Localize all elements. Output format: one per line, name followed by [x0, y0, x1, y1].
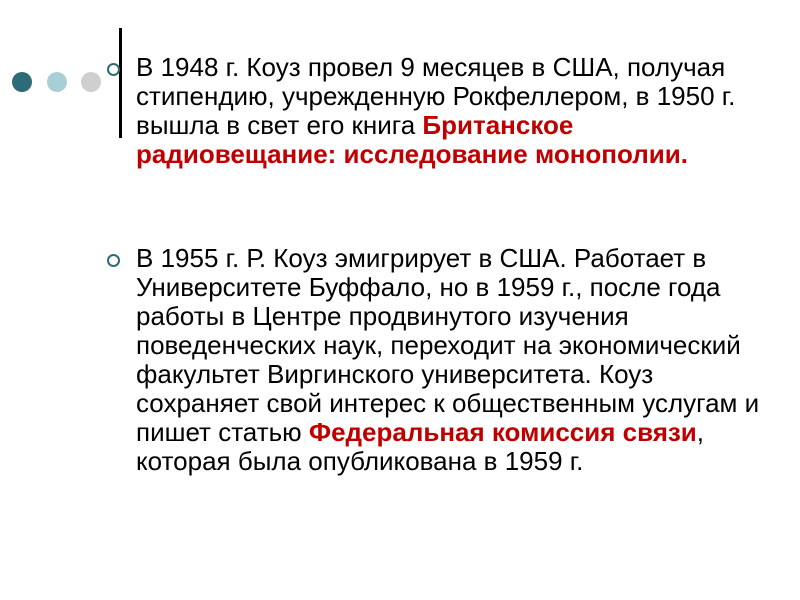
book-title-highlight: Британское радиовещание: исследование монополии.	[136, 110, 688, 169]
decor-dot-light	[47, 72, 67, 92]
title-divider-line	[119, 28, 122, 138]
bullet-circle-icon	[107, 254, 120, 267]
paragraph-2-text: В 1955 г. Р. Коуз эмигрирует в США. Работает в Университете Буффало, но в 1959 г., после года работы в Центре продвинутого изучения поведенческих наук, переходит на экономический факультет Виргинского университета. Коуз сохраняет свой интерес к общественным услугам и пишет статью	[136, 243, 760, 447]
paragraph-2-tail: , которая была опубликована в 1959 г.	[136, 417, 705, 476]
decor-dot-dark	[12, 72, 32, 92]
decor-dot-gray	[81, 72, 101, 92]
paragraph-2	[136, 244, 776, 476]
article-title-highlight: Федеральная комиссия связи	[308, 417, 697, 447]
bullet-circle-icon	[107, 63, 120, 76]
paragraph-1-text: В 1948 г. Коуз провел 9 месяцев в США, получая стипендию, учрежденную Рокфеллером, в 1950 г. вышла в свет его книга	[136, 52, 736, 140]
paragraph-1	[136, 53, 776, 169]
